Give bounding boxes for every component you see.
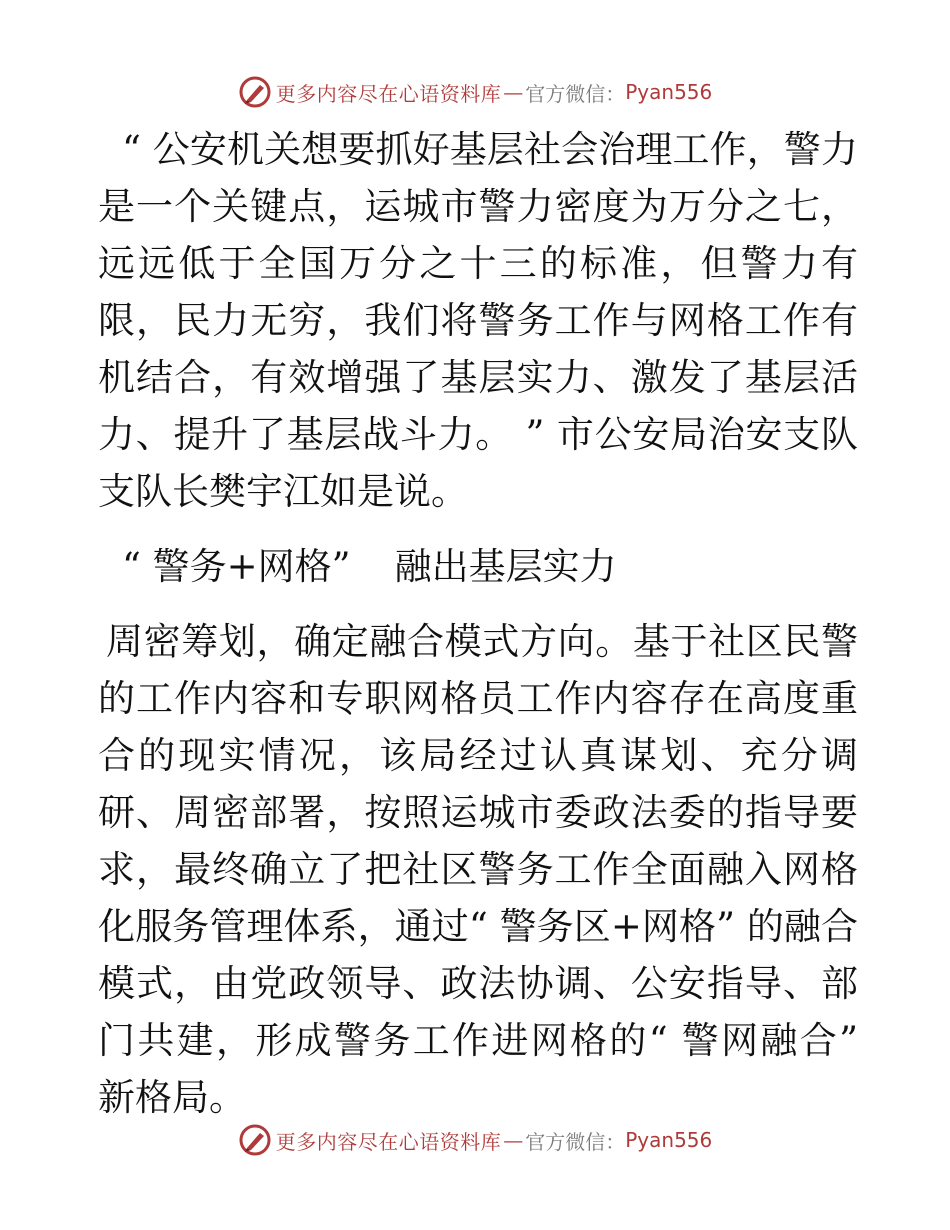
banner-separator: — <box>503 1128 524 1152</box>
banner-wechat-id: Pyan556 <box>625 80 713 104</box>
banner-separator: — <box>503 80 524 104</box>
footer-banner <box>0 1120 950 1160</box>
banner-text: 更多内容尽在心语资料库 <box>275 1129 502 1154</box>
heading-part-1: “ 警务+网格” <box>122 545 351 588</box>
heading-part-2: 融出基层实力 <box>394 545 617 588</box>
pen-circle-icon <box>238 75 272 109</box>
pen-circle-icon <box>238 1123 272 1157</box>
header-banner <box>0 72 950 112</box>
paragraph-planning: 周密筹划，确定融合模式方向。基于社区民警的工作内容和专职网格员工作内容存在高度重合的现实情况，该局经过认真谋划、充分调研、周密部署，按照运城市委政法委的指导要求，最终确立了把社区警务工作全面融入网格化服务管理体系，通过“ 警务区+网格” 的融合模式，由党政领导、政法协调、公安指导、部门共建，形成警务工作进网格的“ 警网融合” 新格局。 <box>98 620 858 1119</box>
banner-wechat-id: Pyan556 <box>625 1128 713 1152</box>
document-body <box>98 121 858 1126</box>
banner-wechat-label: 官方微信： <box>525 1129 626 1154</box>
banner-text: 更多内容尽在心语资料库 <box>275 81 502 106</box>
paragraph-quote: “ 公安机关想要抓好基层社会治理工作，警力是一个关键点，运城市警力密度为万分之七，远远低于全国万分之十三的标准，但警力有限，民力无穷，我们将警务工作与网格工作有机结合，有效增强了基层实力、激发了基层活力、提升了基层战斗力。 ” 市公安局治安支队支队长樊宇江如是说。 <box>98 128 858 513</box>
section-heading <box>98 538 858 595</box>
banner-wechat-label: 官方微信： <box>525 81 626 106</box>
